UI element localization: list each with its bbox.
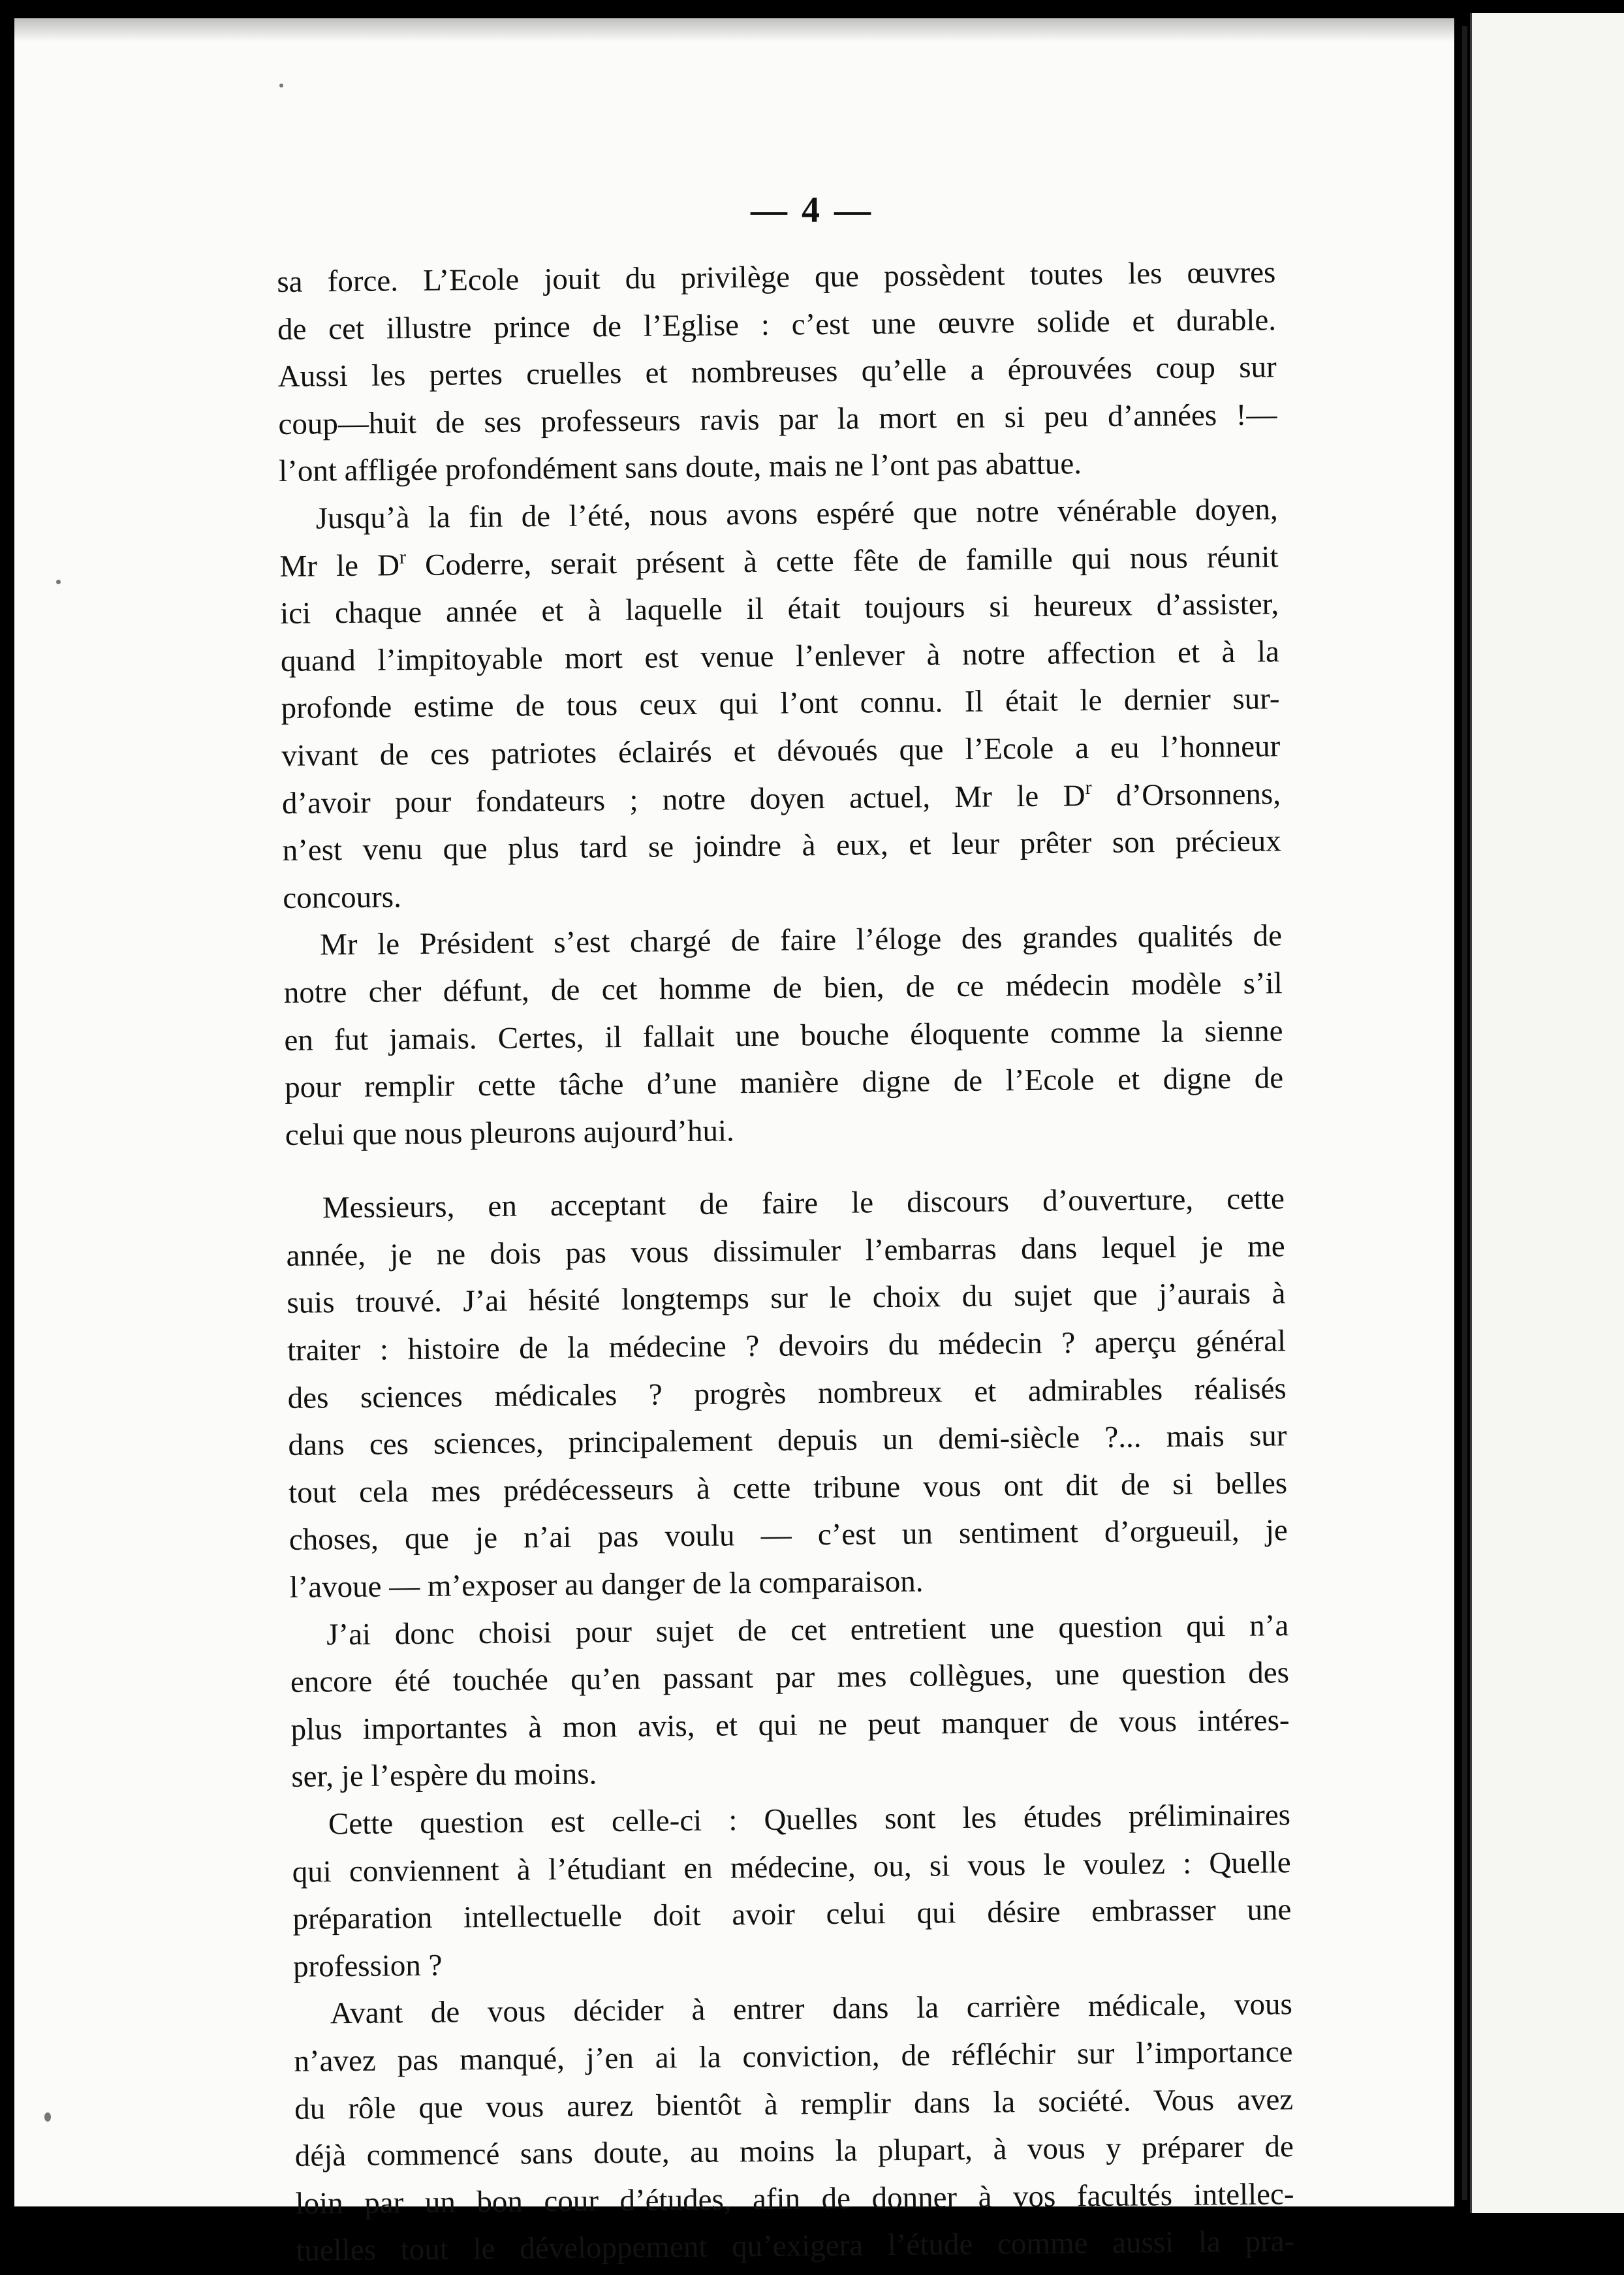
text-line: J’ai donc choisi pour sujet de cet entretient une question qui n’a xyxy=(326,1608,1289,1652)
text-line: tout cela mes prédécesseurs à cette tribune vous ont dit de si belles xyxy=(288,1466,1288,1510)
page-top-shadow xyxy=(14,18,1454,42)
text-line: profession ? xyxy=(292,1948,443,1984)
text-line: traiter : histoire de la médecine ? devoirs du médecin ? aperçu général xyxy=(287,1324,1287,1368)
text-line: coup—huit de ses professeurs ravis par la mort en si peu d’années !— xyxy=(278,398,1277,441)
paragraph xyxy=(283,913,1284,1159)
paragraph xyxy=(279,486,1281,922)
text-line: plus importantes à mon avis, et qui ne peut manquer de vous intéres- xyxy=(290,1703,1290,1747)
text-line: notre cher défunt, de cet homme de bien, de ce médecin modèle s’il xyxy=(283,966,1283,1010)
text-line: de cet illustre prince de l’Eglise : c’est une œuvre solide et durable. xyxy=(277,302,1277,347)
text-line: ici chaque année et à laquelle il était toujours si heureux d’assister, xyxy=(279,587,1279,631)
text-line: qui conviennent à l’étudiant en médecine, ou, si vous le voulez : Quelle xyxy=(292,1845,1291,1889)
text-line: pour remplir cette tâche d’une manière digne de l’Ecole et digne de xyxy=(284,1061,1284,1105)
text-line: celui que nous pleurons aujourd’hui. xyxy=(285,1114,734,1152)
text-line: Mr le $D^r$ Coderre, serait présent à cette fête de famille qui nous réunit xyxy=(279,539,1279,584)
scan-speck xyxy=(56,580,61,584)
text-line: concours. xyxy=(283,879,402,915)
text-line: Jusqu’à la fin de l’été, nous avons espéré que notre vénérable doyen, xyxy=(315,492,1279,536)
text-line: tuelles tout le développement qu’exigera l’étude comme aussi la pra- xyxy=(296,2224,1295,2268)
text-line: dans ces sciences, principalement depuis un demi-siècle ?... mais sur xyxy=(288,1419,1287,1463)
text-line: année, je ne dois pas vous dissimuler l’embarras dans lequel je me xyxy=(286,1229,1285,1273)
text-line: choses, que je n’ai pas voulu — c’est un sentiment d’orgueuil, je xyxy=(289,1513,1288,1558)
paragraph xyxy=(286,1176,1288,1612)
scan-speck xyxy=(279,84,283,87)
paragraph xyxy=(277,249,1277,495)
text-line: Mr le Président s’est chargé de faire l’éloge des grandes qualités de xyxy=(319,918,1283,962)
text-line: en fut jamais. Certes, il fallait une bouche éloquente comme la sienne xyxy=(284,1013,1283,1058)
paragraph xyxy=(293,1981,1294,2275)
text-line: préparation intellectuelle doit avoir celui qui désire embrasser une xyxy=(292,1892,1292,1937)
text-line: des sciences médicales ? progrès nombreux et admirables réalisés xyxy=(287,1371,1287,1415)
text-line: Messieurs, en acceptant de faire le discours d’ouverture, cette xyxy=(322,1182,1285,1225)
text-line: du rôle que vous aurez bientôt à remplir dans la société. Vous avez xyxy=(294,2082,1294,2126)
text-line: ser, je l’espère du moins. xyxy=(291,1757,597,1795)
text-line: encore été touchée qu’en passant par mes collègues, une question des xyxy=(290,1655,1290,1700)
text-line: loin par un bon cour d’études, afin de donner à vos facultés intellec- xyxy=(295,2176,1294,2221)
body-text xyxy=(277,249,1295,2274)
paragraph xyxy=(292,1791,1292,1990)
text-line: d’avoir pour fondateurs ; notre doyen actuel, Mr le $D^r$ d’Orsonnens, xyxy=(281,776,1281,821)
adjacent-page xyxy=(1470,13,1624,2213)
text-line: l’avoue — m’exposer au danger de la comparaison. xyxy=(289,1564,924,1605)
text-line: vivant de ces patriotes éclairés et dévoués que l’Ecole a eu l’honneur xyxy=(281,729,1281,773)
text-line: n’est venu que plus tard se joindre à eux, et leur prêter son précieux xyxy=(282,824,1281,868)
text-line: suis trouvé. J’ai hésité longtemps sur le choix du sujet que j’aurais à xyxy=(287,1276,1286,1321)
text-line: sa force. L’Ecole jouit du privilège que possèdent toutes les œuvres xyxy=(277,255,1276,299)
text-line: quand l’impitoyable mort est venue l’enlever à notre affection et à la xyxy=(280,635,1280,678)
page-number: — 4 — xyxy=(751,190,873,230)
text-line: Cette question est celle-ci : Quelles sont les études préliminaires xyxy=(328,1798,1291,1842)
paragraph xyxy=(290,1602,1290,1801)
text-line: n’avez pas manqué, j’en ai la conviction, de réfléchir sur l’importance xyxy=(294,2035,1293,2079)
text-line: déjà commencé sans doute, au moins la plupart, à vous y préparer de xyxy=(294,2129,1294,2174)
text-line: Avant de vous décider à entrer dans la carrière médicale, vous xyxy=(330,1987,1292,2031)
text-line: profonde estime de tous ceux qui l’ont connu. Il était le dernier sur- xyxy=(281,682,1280,726)
adjacent-page-edge xyxy=(1462,26,1467,2200)
scan-speck xyxy=(44,2112,51,2122)
text-line: l’ont affligée profondément sans doute, mais ne l’ont pas abattue. xyxy=(278,447,1082,489)
text-line: Aussi les pertes cruelles et nombreuses qu’elle a éprouvées coup sur xyxy=(277,350,1277,394)
